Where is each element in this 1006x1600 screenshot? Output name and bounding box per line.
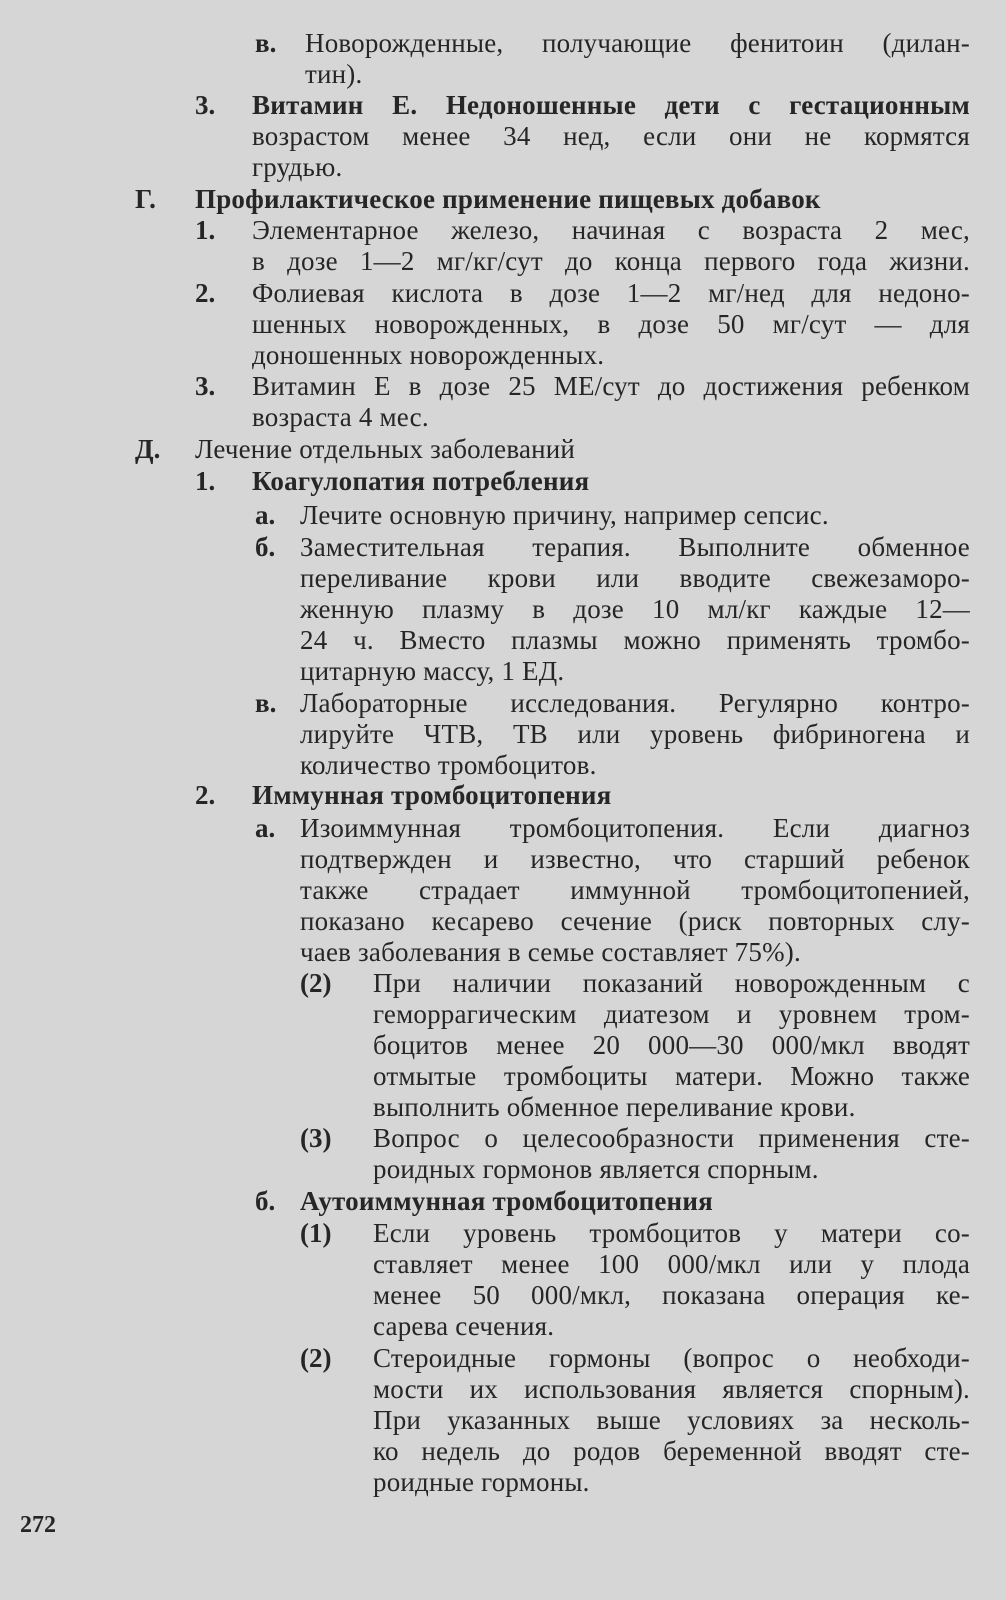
text-line: чаев заболевания в семье составляет 75%). <box>300 937 801 967</box>
text-line: 24 ч. Вместо плазмы можно применять тромбо- <box>300 625 970 655</box>
text-line: переливание крови или вводите свежезаморо- <box>300 563 970 593</box>
text-line: тин). <box>305 59 363 89</box>
text-line: цитарную массу, 1 ЕД. <box>300 656 565 686</box>
item-marker: (2) <box>300 1343 332 1373</box>
item-marker: в. <box>255 28 277 58</box>
text-line: грудью. <box>252 152 343 182</box>
section-heading: Профилактическое применение пищевых добавок <box>195 184 821 214</box>
item-marker: (2) <box>300 968 332 998</box>
text-line: выполнить обменное переливание крови. <box>373 1092 856 1122</box>
text-line: доношенных новорожденных. <box>252 340 605 370</box>
text-line: ставляет менее 100 000/мкл или у плода <box>373 1249 970 1279</box>
text-line: мости их использования является спорным). <box>373 1374 970 1404</box>
section-marker: Г. <box>135 184 156 214</box>
section-heading: Лечение отдельных заболеваний <box>195 434 576 464</box>
text-line: Заместительная терапия. Выполните обменное <box>300 532 970 562</box>
item-marker: 3. <box>195 371 216 401</box>
item-marker: б. <box>255 1186 276 1216</box>
text-line: показано кесарево сечение (риск повторных слу- <box>300 906 970 936</box>
text-line: ко недель до родов беременной вводят сте- <box>373 1436 970 1466</box>
text-line: отмытые тромбоциты матери. Можно также <box>373 1061 970 1091</box>
subsection-heading: Коагулопатия потребления <box>252 466 590 496</box>
text-line: Элементарное железо, начиная с возраста 2 мес, <box>252 215 970 245</box>
text-line: Если уровень тромбоцитов у матери со- <box>373 1218 970 1248</box>
page-number: 272 <box>20 1512 56 1538</box>
section-marker: Д. <box>135 434 161 464</box>
text-line: геморрагическим диатезом и уровнем тром- <box>373 999 970 1029</box>
text-line: Витамин Е в дозе 25 МЕ/сут до достижения ребенком <box>252 371 970 401</box>
text-line: Лабораторные исследования. Регулярно контро- <box>300 688 970 718</box>
text-line: лируйте ЧТВ, ТВ или уровень фибриногена и <box>300 719 970 749</box>
text-line: женную плазму в дозе 10 мл/кг каждые 12— <box>300 594 970 624</box>
text-line: в дозе 1—2 мг/кг/сут до конца первого года жизни. <box>252 246 970 276</box>
text-line: Изоиммунная тромбоцитопения. Если диагноз <box>300 813 970 843</box>
item-marker: (3) <box>300 1123 332 1153</box>
text-line: Новорожденные, получающие фенитоин (дилан- <box>305 28 970 58</box>
text-line: боцитов менее 20 000—30 000/мкл вводят <box>373 1030 970 1060</box>
text-line: возраста 4 мес. <box>252 402 429 432</box>
item-marker: 2. <box>195 278 216 308</box>
text-line: Лечите основную причину, например сепсис. <box>300 500 829 530</box>
text-line: Фолиевая кислота в дозе 1—2 мг/нед для недоно- <box>252 278 970 308</box>
item-marker: а. <box>255 500 276 530</box>
item-marker: 2. <box>195 780 216 810</box>
item-marker: 1. <box>195 215 216 245</box>
item-marker: (1) <box>300 1218 332 1248</box>
item-marker: б. <box>255 532 276 562</box>
text-line: менее 50 000/мкл, показана операция ке- <box>373 1280 970 1310</box>
text-line: роидных гормонов является спорным. <box>373 1154 819 1184</box>
item-marker: а. <box>255 813 276 843</box>
text-line: также страдает иммунной тромбоцитопенией, <box>300 875 970 905</box>
text-line: возрастом менее 34 нед, если они не кормятся <box>252 121 970 151</box>
item-marker: 1. <box>195 466 216 496</box>
item-marker: в. <box>255 688 277 718</box>
text-line: сарева сечения. <box>373 1311 555 1341</box>
item-marker: 3. <box>195 90 216 120</box>
text-line: Стероидные гормоны (вопрос о необходи- <box>373 1343 970 1373</box>
subsection-heading: Иммунная тромбоцитопения <box>252 780 612 810</box>
subsection-heading: Аутоиммунная тромбоцитопения <box>300 1186 713 1216</box>
text-line: Вопрос о целесообразности применения сте- <box>373 1123 970 1153</box>
text-line: количество тромбоцитов. <box>300 750 597 780</box>
text-line: подтвержден и известно, что старший ребенок <box>300 844 970 874</box>
text-line: При указанных выше условиях за несколь- <box>373 1405 970 1435</box>
text-line: При наличии показаний новорожденным с <box>373 968 970 998</box>
text-line: роидные гормоны. <box>373 1467 590 1497</box>
text-line: Витамин Е. Недоношенные дети с гестационным <box>252 90 970 120</box>
text-line: шенных новорожденных, в дозе 50 мг/сут — для <box>252 309 970 339</box>
